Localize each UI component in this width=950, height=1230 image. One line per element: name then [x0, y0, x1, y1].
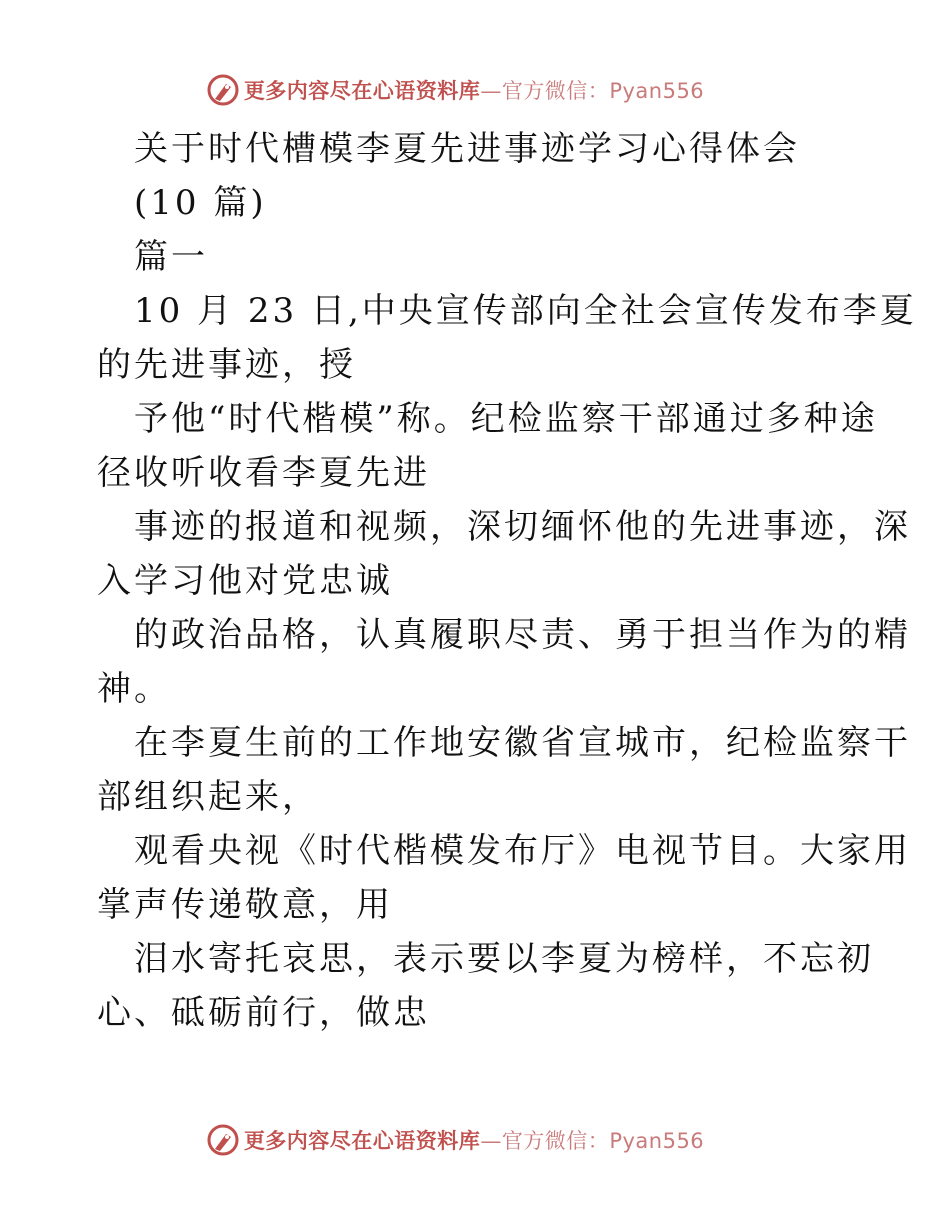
- paragraph-line: 部组织起来，: [97, 777, 319, 817]
- watermark-text: 更多内容尽在心语资料库—官方微信：Pyan556: [243, 79, 705, 103]
- document-title: 关于时代槽模李夏先进事迹学习心得体会: [134, 129, 800, 169]
- paragraph-line: 掌声传递敬意，用: [97, 885, 393, 925]
- paragraph-line: 予他“时代楷模”称。纪检监察干部通过多种途: [134, 399, 878, 439]
- paragraph-line: 泪水寄托哀思，表示要以李夏为榜样，不忘初: [134, 939, 874, 979]
- footer-watermark-banner: [0, 1120, 950, 1160]
- paragraph-line: 事迹的报道和视频，深切缅怀他的先进事迹，深: [134, 507, 911, 547]
- pen-nib-logo-icon: [206, 1123, 240, 1157]
- paragraph-line: 的先进事迹，授: [97, 345, 356, 385]
- section-heading: 篇一: [134, 237, 208, 277]
- document-title-count: (10 篇): [134, 183, 267, 223]
- watermark-text: 更多内容尽在心语资料库—官方微信：Pyan556: [243, 1129, 705, 1153]
- paragraph-line: 的政治品格，认真履职尽责、勇于担当作为的精: [134, 615, 911, 655]
- paragraph-line: 神。: [97, 669, 171, 709]
- document-body: [97, 122, 917, 1040]
- paragraph-line: 径收听收看李夏先进: [97, 453, 430, 493]
- paragraph-line: 10 月 23 日,中央宣传部向全社会宣传发布李夏: [134, 291, 917, 331]
- paragraph-line: 入学习他对党忠诚: [97, 561, 393, 601]
- paragraph-line: 心、砥砺前行，做忠: [97, 993, 430, 1033]
- pen-nib-logo-icon: [206, 73, 240, 107]
- paragraph-line: 观看央视《时代楷模发布厅》电视节目。大家用: [134, 831, 911, 871]
- paragraph-line: 在李夏生前的工作地安徽省宣城市，纪检监察干: [134, 723, 911, 763]
- header-watermark-banner: [0, 70, 950, 110]
